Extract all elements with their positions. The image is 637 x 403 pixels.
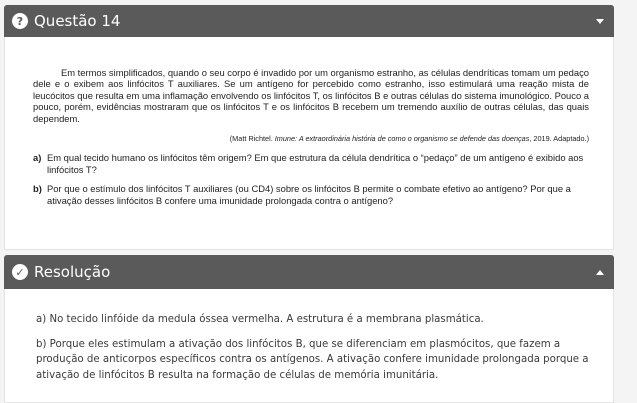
citation-tail: , 2019. Adaptado.) xyxy=(529,134,589,144)
item-text: Em qual tecido humano os linfócitos têm origem? Em que estrutura da célula dendrítica o “pedaço” de um antígeno é exibido aos linfócitos T? xyxy=(47,152,584,175)
question-title: Questão 14 xyxy=(34,12,121,30)
check-circle-icon: ✓ xyxy=(12,264,28,280)
resolution-title: Resolução xyxy=(34,263,111,281)
resolution-panel-body xyxy=(4,289,614,403)
item-letter: b) xyxy=(33,183,42,195)
answer-a: a) No tecido linfóide da medula óssea vermelha. A estrutura é a membrana plasmática. xyxy=(36,314,484,325)
question-panel-header[interactable] xyxy=(4,5,614,37)
citation-author: (Matt Richtel. xyxy=(229,134,273,144)
question-circle-icon: ? xyxy=(12,13,28,29)
question-panel-body xyxy=(4,37,614,250)
chevron-down-icon[interactable] xyxy=(596,19,604,24)
resolution-panel-header[interactable] xyxy=(4,255,614,289)
question-item-a xyxy=(33,152,589,175)
item-letter: a) xyxy=(33,152,42,164)
question-paragraph: Em termos simplificados, quando o seu corpo é invadido por um organismo estranho, as células dendríticas tomam um pedaço dele e o exibem aos linfócitos T auxiliares. Se um antígeno for percebido como estranho, isso estimulará uma reação mista de leucócitos que resulta em uma inflamação envolvendo os linfócitos T, os linfócitos B e outras células do sistema imunológico. Pouco a pouco, porém, evidências mostraram que os linfócitos T e os linfócitos B recebem um tremendo auxílio de outras células, das quais dependem. xyxy=(33,67,589,124)
chevron-up-icon[interactable] xyxy=(596,270,604,275)
question-item-b xyxy=(33,183,589,206)
answer-b: b) Porque eles estimulam a ativação dos linfócitos B, que se diferenciam em plasmócitos, que fazem a produção de anticorpos específicos contra os antígenos. A ativação confere imunidade prolongada porque a ativação de linfócitos B resulta na formação de células de memória imunitária. xyxy=(36,338,589,381)
item-text: Por que o estímulo dos linfócitos T auxiliares (ou CD4) sobre os linfócitos B permite o combate efetivo ao antígeno? Por que a ativação desses linfócitos B confere uma imunidade prolongada contra o antígeno? xyxy=(47,183,571,206)
question-citation xyxy=(33,134,589,143)
citation-work: Imune: A extraordinária história de como o organismo se defende das doenças xyxy=(274,134,530,144)
